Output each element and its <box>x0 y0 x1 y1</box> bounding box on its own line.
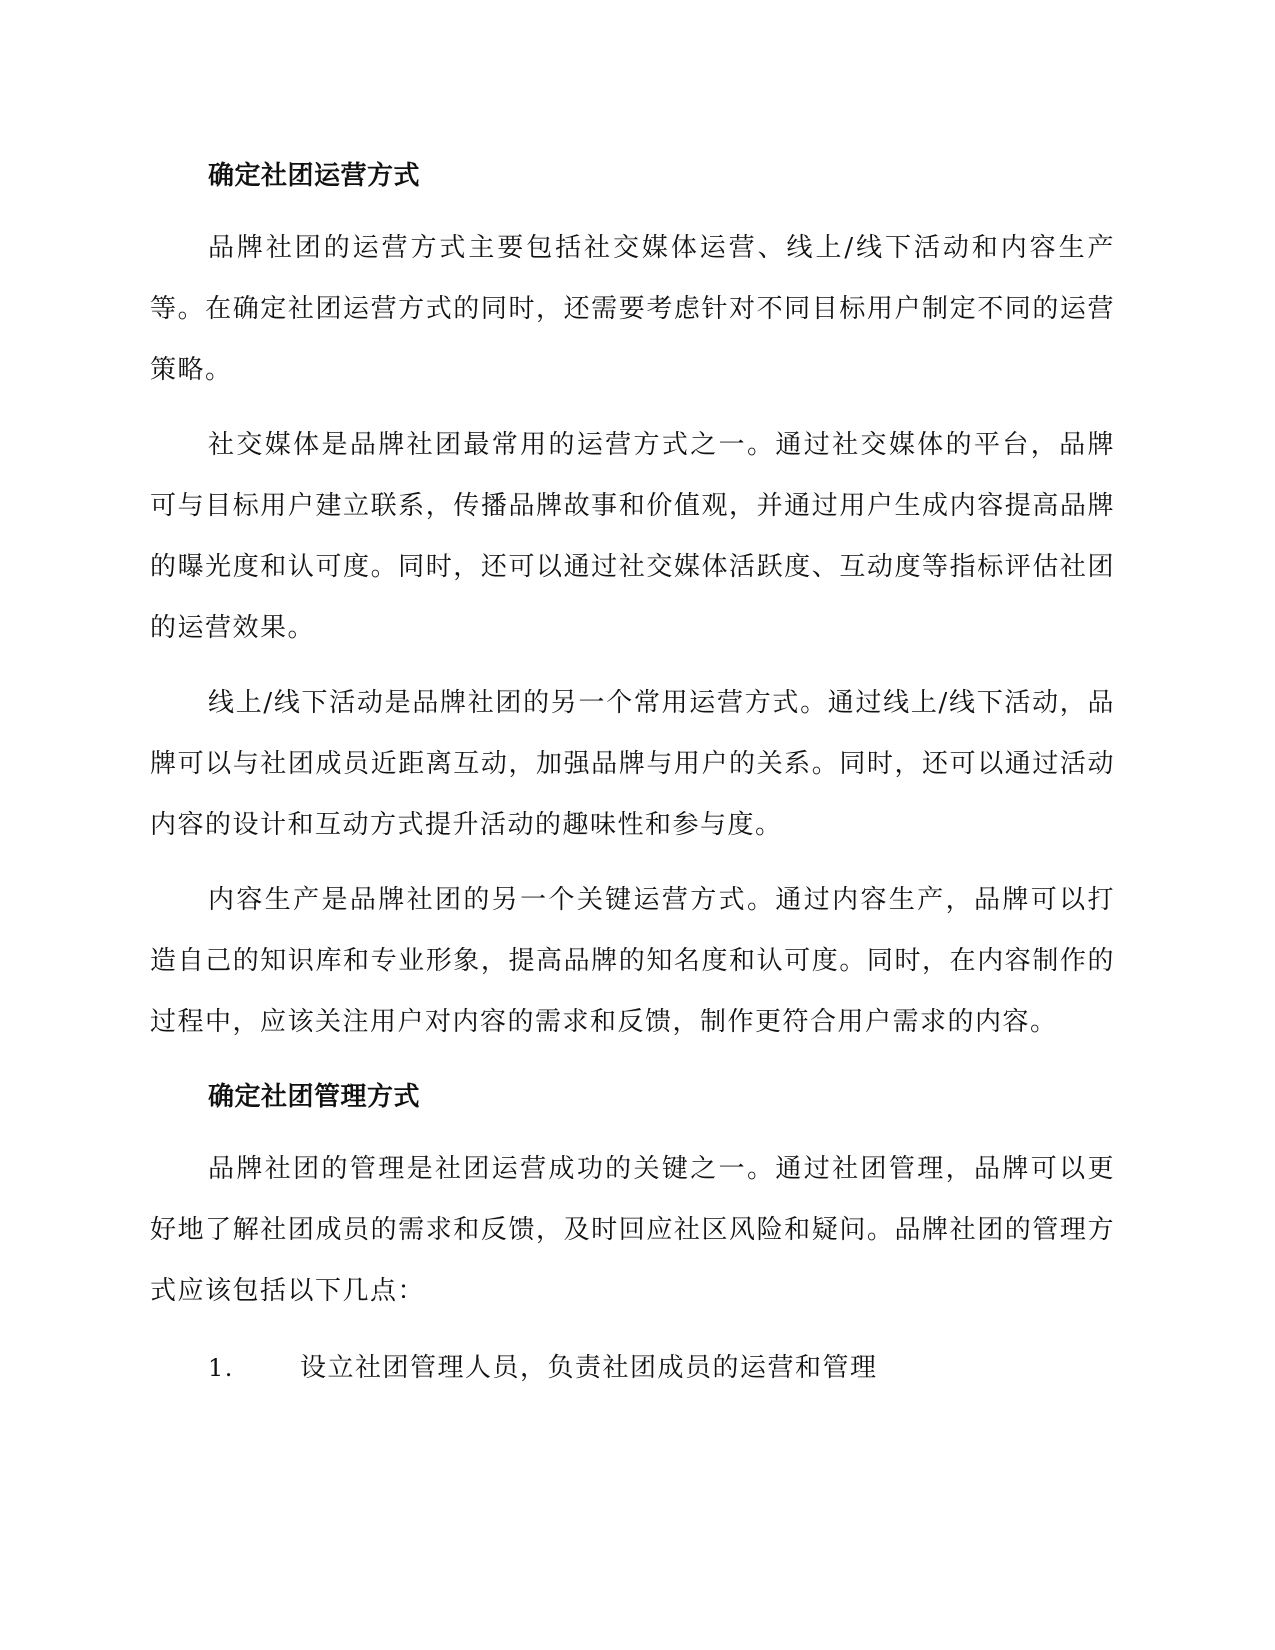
list-item-number: 1. <box>208 1354 234 1382</box>
paragraph-online-offline-events: 线上/线下活动是品牌社团的另一个常用运营方式。通过线上/线下活动，品牌可以与社团成员近距离互动，加强品牌与用户的关系。同时，还可以通过活动内容的设计和互动方式提升活动的趣味性和参与度。 <box>150 688 1115 840</box>
list-item-text: 设立社团管理人员，负责社团成员的运营和管理 <box>300 1353 878 1383</box>
paragraph-content-production: 内容生产是品牌社团的另一个关键运营方式。通过内容生产，品牌可以打造自己的知识库和专业形象，提高品牌的知名度和认可度。同时，在内容制作的过程中，应该关注用户对内容的需求和反馈，制作更符合用户需求的内容。 <box>150 885 1115 1037</box>
paragraph-management-overview: 品牌社团的管理是社团运营成功的关键之一。通过社团管理，品牌可以更好地了解社团成员的需求和反馈，及时回应社区风险和疑问。品牌社团的管理方式应该包括以下几点： <box>150 1154 1115 1306</box>
list-item <box>150 1338 1115 1399</box>
section-heading-operation: 确定社团运营方式 <box>208 161 421 191</box>
paragraph-operation-overview: 品牌社团的运营方式主要包括社交媒体运营、线上/线下活动和内容生产等。在确定社团运营方式的同时，还需要考虑针对不同目标用户制定不同的运营策略。 <box>150 233 1115 385</box>
document-body <box>150 146 1115 1399</box>
section-heading-management: 确定社团管理方式 <box>208 1082 421 1112</box>
paragraph-social-media: 社交媒体是品牌社团最常用的运营方式之一。通过社交媒体的平台，品牌可与目标用户建立联系，传播品牌故事和价值观，并通过用户生成内容提高品牌的曝光度和认可度。同时，还可以通过社交媒体活跃度、互动度等指标评估社团的运营效果。 <box>150 430 1115 643</box>
